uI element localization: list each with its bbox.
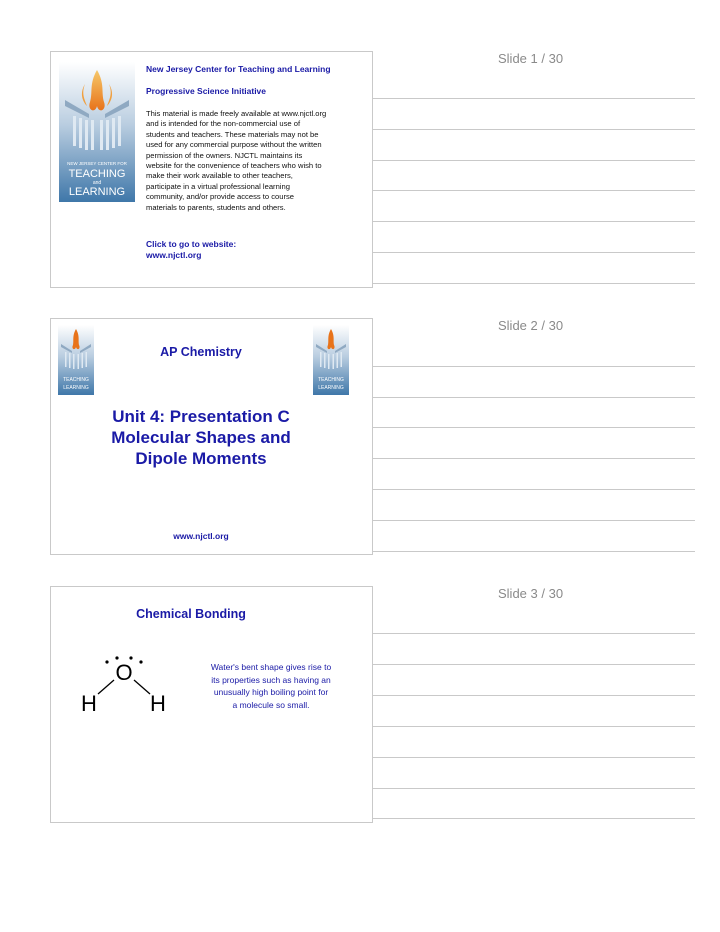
notes-line	[373, 757, 695, 758]
org-name: New Jersey Center for Teaching and Learning	[146, 64, 331, 74]
notes-line	[373, 397, 695, 398]
o-h-bond-left	[98, 680, 114, 694]
caption-line: Water's bent shape gives rise to	[210, 662, 332, 672]
caption-line: its properties such as having an	[211, 674, 331, 685]
notes-line	[373, 252, 695, 253]
license-line: materials to parents, students and others.	[146, 202, 286, 212]
notes-line	[373, 818, 695, 819]
license-line: community, and/or provide access to course	[146, 192, 295, 202]
notes-line	[373, 190, 695, 191]
oxygen-atom: O	[115, 660, 133, 685]
license-text	[146, 109, 356, 213]
njctl-logo-icon	[58, 325, 94, 395]
license-line: make their work available to other teachers,	[146, 171, 293, 181]
notes-line	[373, 664, 695, 665]
license-line: and is intended for the non-commercial use of	[146, 119, 301, 129]
slide-2-thumbnail[interactable]	[50, 318, 373, 555]
slide-caption	[186, 661, 356, 711]
notes-line	[373, 98, 695, 99]
slide-title: Chemical Bonding	[136, 607, 246, 621]
notes-line	[373, 160, 695, 161]
slide-1-thumbnail[interactable]	[50, 51, 373, 288]
notes-line	[373, 458, 695, 459]
logo-text-teaching: TEACHING	[68, 168, 126, 180]
lone-pair-electron	[139, 660, 142, 663]
notes-line	[373, 788, 695, 789]
presentation-title	[51, 406, 351, 469]
course-title: AP Chemistry	[160, 345, 242, 359]
slide-3-label: Slide 3 / 30	[498, 586, 564, 601]
title-line: Dipole Moments	[135, 449, 267, 468]
license-line: students and teachers. These materials may not be	[146, 129, 319, 139]
license-line: participate in a virtual professional learning	[146, 181, 290, 191]
notes-line	[373, 695, 695, 696]
hydrogen-atom-right: H	[150, 691, 166, 715]
notes-line	[373, 551, 695, 552]
notes-line	[373, 520, 695, 521]
njctl-logo-icon	[59, 62, 135, 202]
logo-text-center: NEW JERSEY CENTER FOR	[67, 161, 127, 166]
water-molecule-diagram	[76, 655, 186, 715]
initiative-name: Progressive Science Initiative	[146, 86, 267, 96]
license-line: permission of the owners. NJCTL maintains its	[146, 150, 303, 160]
notes-line	[373, 366, 695, 367]
caption-line: a molecule so small.	[232, 699, 310, 710]
caption-line: unusually high boiling point for	[213, 687, 329, 697]
lone-pair-electron	[105, 660, 108, 663]
title-line: Unit 4: Presentation C	[112, 407, 290, 426]
logo-text-learning: LEARNING	[318, 385, 344, 391]
notes-line	[373, 221, 695, 222]
license-line: used for any commercial purpose without the written	[146, 140, 322, 150]
notes-line	[373, 726, 695, 727]
logo-text-and: and	[92, 180, 102, 186]
slide-3-thumbnail[interactable]	[50, 586, 373, 823]
logo-text-teaching: TEACHING	[318, 377, 344, 383]
title-line: Molecular Shapes and	[111, 428, 291, 447]
slide-2-label: Slide 2 / 30	[498, 318, 564, 333]
logo-text-learning: LEARNING	[63, 385, 89, 391]
logo-text-learning: LEARNING	[68, 186, 126, 198]
website-url[interactable]: www.njctl.org	[173, 531, 229, 541]
notes-line	[373, 129, 695, 130]
notes-line	[373, 283, 695, 284]
license-line: website for the convenience of teachers who wish to	[146, 161, 322, 171]
hydrogen-atom-left: H	[81, 691, 97, 715]
slide-1-label: Slide 1 / 30	[498, 51, 564, 66]
website-link-url[interactable]: www.njctl.org	[146, 250, 202, 260]
license-line: This material is made freely available at www.njctl.org	[146, 109, 327, 118]
website-link-label[interactable]: Click to go to website:	[146, 239, 237, 249]
njctl-logo-icon	[313, 325, 349, 395]
logo-text-teaching: TEACHING	[63, 377, 89, 383]
o-h-bond-right	[134, 680, 150, 694]
notes-line	[373, 633, 695, 634]
notes-line	[373, 427, 695, 428]
notes-line	[373, 489, 695, 490]
